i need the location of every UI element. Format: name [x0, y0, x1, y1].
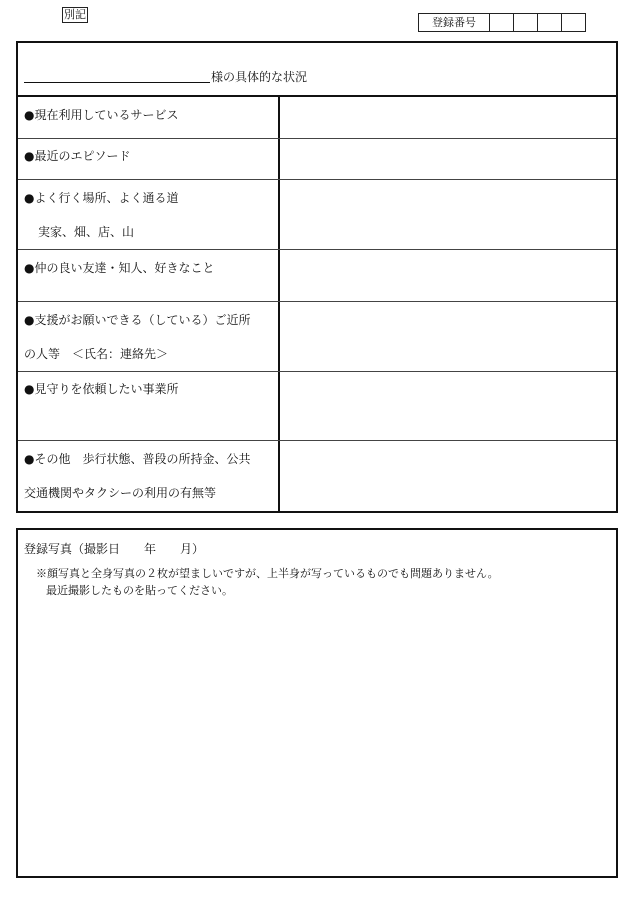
- answer-recent-episodes[interactable]: [280, 139, 616, 179]
- item-monitoring-office: ●見守りを依頼したい事業所: [24, 382, 179, 396]
- situation-header: [18, 43, 616, 97]
- answer-monitoring-office[interactable]: [280, 372, 616, 440]
- attachment-label: 別記: [64, 8, 86, 21]
- registration-number-label: 登録番号: [419, 14, 490, 31]
- item-neighbor-support: ●支援がお願いできる（している）ご近所: [24, 313, 251, 327]
- item-frequent-places-example: 実家、畑、店、山: [38, 225, 135, 239]
- item-recent-episodes: ●最近のエピソード: [24, 149, 131, 163]
- answer-current-services[interactable]: [280, 97, 616, 138]
- registration-digit-4[interactable]: [562, 14, 585, 31]
- item-other: ●その他 歩行状態、普段の所持金、公共: [24, 452, 251, 466]
- person-name-field[interactable]: [24, 82, 210, 83]
- item-other-continued: 交通機関やタクシーの利用の有無等: [24, 486, 217, 500]
- photo-note: ※顔写真と全身写真の２枚が望ましいですが、上半身が写っているものでも問題ありません。: [36, 567, 499, 580]
- photo-note-continued: 最近撮影したものを貼ってください。: [46, 584, 233, 597]
- answer-frequent-places[interactable]: [280, 180, 616, 249]
- answer-other[interactable]: [280, 441, 616, 511]
- answer-friends-hobbies[interactable]: [280, 250, 616, 301]
- item-frequent-places: ●よく行く場所、よく通る道: [24, 191, 179, 205]
- registration-digit-1[interactable]: [490, 14, 514, 31]
- photo-box[interactable]: [16, 528, 618, 878]
- item-neighbor-support-contact: の人等 ＜氏名：連絡先＞: [24, 347, 169, 361]
- situation-table: [16, 41, 618, 513]
- registration-digit-2[interactable]: [514, 14, 538, 31]
- registration-number-box: [418, 13, 586, 32]
- photo-title: 登録写真（撮影日 年 月）: [24, 542, 205, 556]
- registration-digit-3[interactable]: [538, 14, 562, 31]
- situation-title: 様の具体的な状況: [211, 70, 308, 84]
- answer-neighbor-support[interactable]: [280, 302, 616, 371]
- item-current-services: ●現在利用しているサービス: [24, 108, 179, 122]
- item-friends-hobbies: ●仲の良い友達・知人、好きなこと: [24, 261, 215, 275]
